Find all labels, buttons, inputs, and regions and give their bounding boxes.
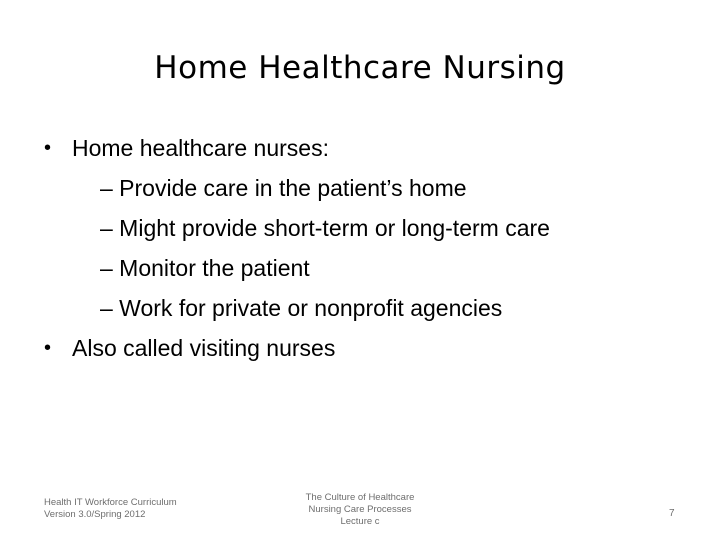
footer-center bbox=[280, 492, 440, 528]
bullet-item-visiting-nurses: Also called visiting nurses bbox=[72, 335, 336, 361]
footer-left bbox=[44, 497, 177, 521]
slide-title: Home Healthcare Nursing bbox=[154, 50, 566, 86]
footer-version: Version 3.0/Spring 2012 bbox=[44, 509, 146, 520]
footer-course: The Culture of Healthcare bbox=[305, 492, 415, 503]
bullet-item-home-healthcare-nurses: Home healthcare nurses: bbox=[72, 135, 329, 161]
subitem-work-agencies: – Work for private or nonprofit agencies bbox=[100, 295, 503, 321]
subitem-monitor-patient: – Monitor the patient bbox=[100, 255, 310, 281]
page-number: 7 bbox=[669, 508, 675, 519]
bullet-marker: • bbox=[44, 337, 52, 359]
footer-lecture: Lecture c bbox=[340, 516, 380, 527]
subitem-provide-care: – Provide care in the patient’s home bbox=[100, 175, 467, 201]
footer-curriculum: Health IT Workforce Curriculum bbox=[44, 497, 177, 508]
bullet-marker: • bbox=[44, 137, 52, 159]
footer-unit: Nursing Care Processes bbox=[308, 504, 412, 515]
subitem-short-long-term: – Might provide short-term or long-term care bbox=[100, 215, 550, 241]
